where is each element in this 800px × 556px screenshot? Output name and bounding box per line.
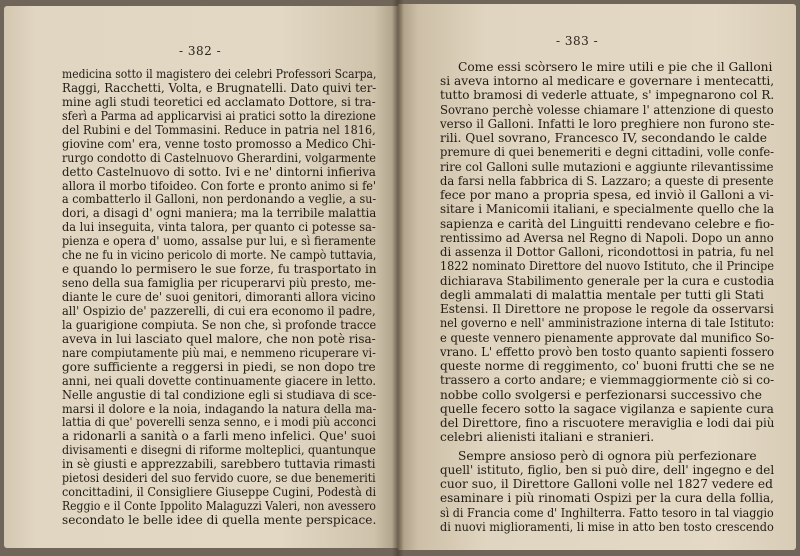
- text-line: Reggio e il Conte Ippolito Malaguzzi Valeri, non avessero: [62, 499, 376, 514]
- text-line: a ridonarli a sanità o a farli meno infelici. Que' suoi: [62, 429, 376, 444]
- text-line: divisamenti e disegni di riforme molteplici, quantunque: [62, 443, 376, 458]
- text-line: pienza e opera d' uomo, assalse pur lui, e sì fieramente: [62, 234, 376, 249]
- book-gutter: [392, 0, 404, 556]
- text-line: secondato le belle idee di quella mente perspicace.: [62, 513, 377, 528]
- text-line: la guarigione compiuta. Se non che, sì profonde tracce: [62, 317, 377, 332]
- text-line: 1822 nominato Direttore del nuovo Istituto, che il Principe: [440, 259, 774, 274]
- text-line: nare compiutamente più mai, e nemmeno ricuperare vi-: [62, 345, 376, 360]
- text-line: aveva in lui lasciato quel malore, che non potè risa-: [62, 331, 376, 346]
- page-number: - 382 -: [179, 44, 222, 58]
- text-line: anni, nei quali dovette continuamente giacere in letto.: [62, 373, 376, 388]
- text-line: Come essi scòrsero le mire utili e pie che il Galloni: [458, 60, 773, 74]
- text-line: premure di quei benemeriti e degni cittadini, volle confe-: [440, 145, 775, 160]
- text-line: Raggi, Racchetti, Volta, e Brugnatelli. Dato quivi ter-: [62, 80, 377, 95]
- text-line: Estensi. Il Direttore ne propose le regole da osservarsi: [440, 302, 774, 317]
- text-line: Nelle angustie di tal condizione egli si studiava di sce-: [62, 387, 377, 402]
- right-page: [398, 4, 796, 550]
- text-line: in sè giusti e apprezzabili, sarebbero tuttavia rimasti: [62, 457, 376, 472]
- text-line: quell' istituto, figlio, ben si può dire, dell' ingegno e del: [440, 462, 775, 477]
- text-line: esaminare i più rinomati Ospizi per la cura della follia,: [440, 491, 774, 506]
- text-line: e quando lo permisero le sue forze, fu trasportato in: [62, 262, 377, 277]
- text-line: allora il morbo tifoideo. Con forte e pronto animo si fe': [62, 178, 377, 193]
- page-number: - 383 -: [556, 34, 599, 48]
- text-line: Sovrano perchè volesse chiamare l' attenzione di questo: [440, 102, 774, 117]
- text-line: verso il Galloni. Infatti le loro preghiere non furono ste-: [440, 116, 775, 131]
- text-line: dori, a disagi d' ogni maniera; ma la terribile malattia: [62, 206, 377, 221]
- left-page: [4, 6, 398, 548]
- text-line: vrano. L' effetto provò ben tosto quanto sapienti fossero: [440, 344, 775, 359]
- text-line: giovine com' era, venne tosto promosso a Medico Chi-: [62, 136, 376, 151]
- text-line: che ne fu in vicino pericolo di morte. Ne campò tuttavia,: [62, 248, 377, 263]
- text-line: rurgo condotto di Castelnuovo Gherardini, volgarmente: [62, 150, 376, 165]
- text-line: e queste vennero pienamente approvate dal munifico So-: [440, 330, 774, 345]
- text-line: sferì a Parma ad applicarvisi ai pratici sotto la direzione: [62, 108, 376, 123]
- text-line: del Rubini e del Tommasini. Reduce in patria nel 1816,: [62, 122, 376, 137]
- text-line: trassero a corto andare; e viemmaggiormente ciò si co-: [440, 373, 775, 388]
- text-line: di nuovi miglioramenti, li mise in atto ben tosto crescendo: [440, 519, 774, 534]
- text-line: rire col Galloni sulle mutazioni e aggiunte rilevantissime: [440, 159, 774, 174]
- text-line: quelle fecero sotto la sagace vigilanza e sapiente cura: [440, 401, 774, 416]
- text-line: del Direttore, fino a riscuotere meraviglia e lodi dai più: [440, 416, 775, 431]
- text-line: seno della sua famiglia per ricuperarvi più presto, me-: [62, 276, 376, 291]
- text-line: celebri alienisti italiani e stranieri.: [440, 430, 655, 445]
- text-line: sitare i Manicomii italiani, e specialmente quello che la: [440, 202, 775, 217]
- text-line: degli ammalati di malattia mentale per tutti gli Stati: [440, 287, 764, 302]
- text-line: pietosi desideri del suo fervido cuore, se due benemeriti: [62, 471, 376, 486]
- text-line: da lui inseguita, vinta talora, per quanto ci potesse sa-: [62, 220, 376, 235]
- text-line: dichiarava Stabilimento generale per la cura e custodia: [440, 273, 775, 288]
- text-line: queste norme di reggimento, co' buoni frutti che se ne: [440, 359, 775, 374]
- text-line: Sempre ansioso però di ognora più perfezionare: [458, 448, 757, 463]
- text-line: rentissimo ad Aversa nel Regno di Napoli. Dopo un anno: [440, 230, 774, 245]
- text-line: di assenza il Dottor Galloni, ricondottosi in patria, fu nel: [440, 245, 774, 260]
- text-line: concittadini, il Consigliere Giuseppe Cugini, Podestà di: [62, 485, 377, 500]
- text-line: sì di Francia come d' Inghilterra. Fatto tesoro in tal viaggio: [440, 505, 774, 520]
- text-line: nel governo e nell' amministrazione interna di tale Istituto:: [440, 316, 775, 331]
- text-line: si aveva intorno al medicare e governare i mentecatti,: [440, 74, 775, 89]
- text-line: sapienza e carità del Linguitti rendevano celebre e fio-: [440, 216, 775, 231]
- text-line: lattia di que' poverelli senza senno, e i modi più acconci: [62, 415, 377, 430]
- text-line: nobbe collo svolgersi e perfezionarsi successivo che: [440, 387, 762, 402]
- text-line: mine agli studi teoretici ed acclamato Dottore, si tra-: [62, 94, 376, 109]
- text-line: all' Ospizio de' pazzerelli, di cui era economo il padre,: [62, 303, 376, 318]
- text-line: diante le cure de' suoi genitori, dimoranti allora vicino: [62, 290, 376, 305]
- text-line: cuor suo, il Direttore Galloni volle nel 1827 vedere ed: [440, 477, 773, 492]
- text-line: tutto bramosi di vederle attuate, s' impegnarono col R.: [440, 88, 775, 103]
- text-line: gore sufficiente a reggersi in piedi, se non dopo tre: [62, 359, 376, 374]
- text-line: da farsi nella fabbrica di S. Lazzaro; a queste di presente: [440, 173, 774, 188]
- text-line: fece por mano a propria spesa, ed inviò il Galloni a vi-: [440, 188, 774, 203]
- text-line: medicina sotto il magistero dei celebri Professori Scarpa,: [62, 67, 377, 81]
- text-line: marsi il dolore e la noia, indagando la natura della ma-: [62, 401, 377, 416]
- text-line: rili. Quel sovrano, Francesco IV, secondando le calde: [440, 131, 767, 146]
- text-line: a combatterlo il Galloni, non perdonando a veglie, a su-: [62, 192, 377, 207]
- text-line: detto Castelnuovo di sotto. Ivi e ne' dintorni infieriva: [62, 164, 376, 179]
